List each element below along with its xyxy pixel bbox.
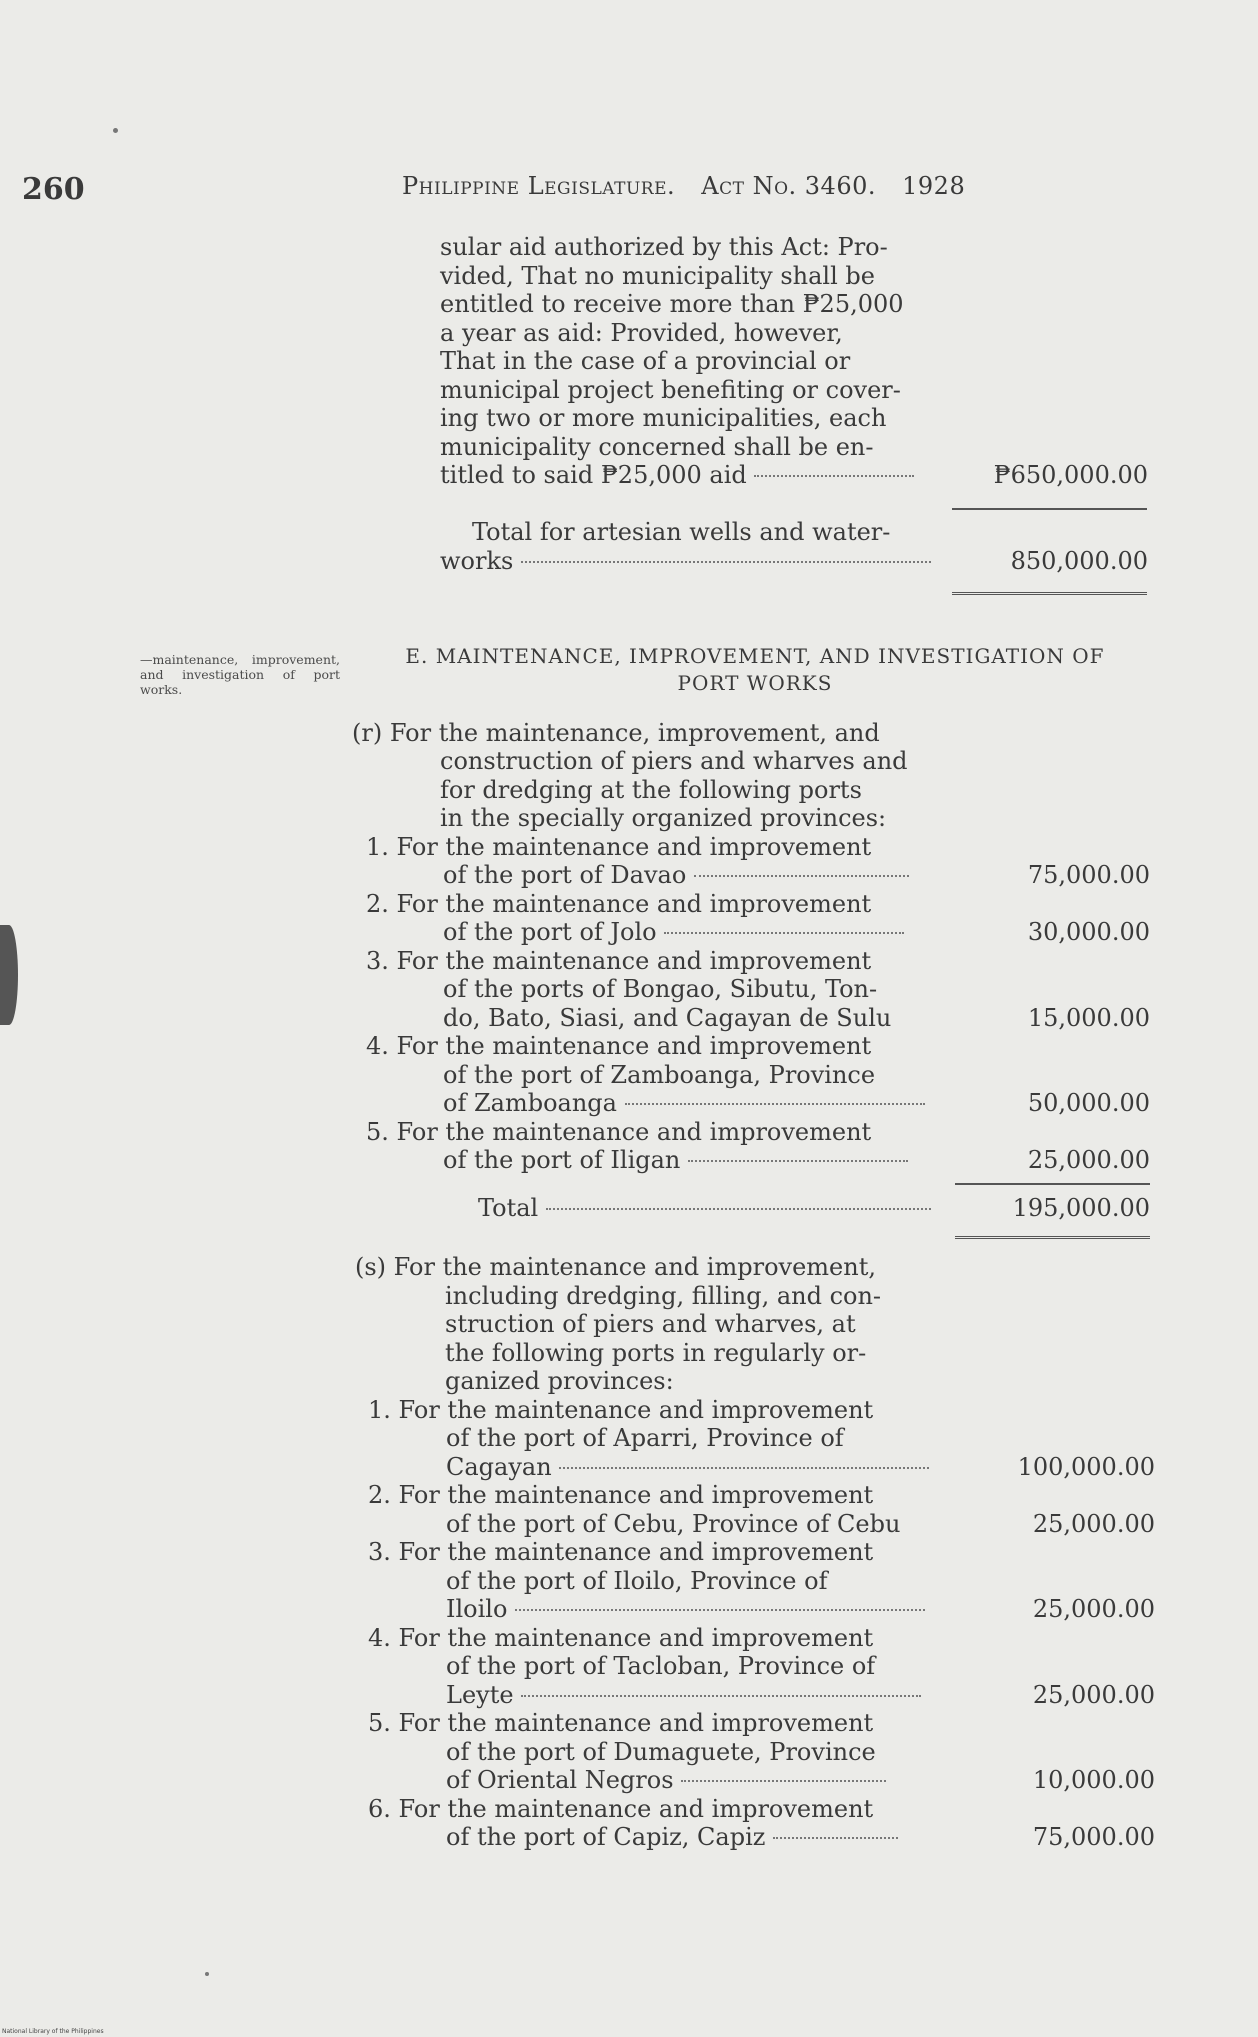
- item-s-line: of the port of Aparri, Province of: [446, 1424, 844, 1452]
- item-s-line: Leyte: [446, 1681, 921, 1710]
- rule: [952, 508, 1147, 510]
- running-head-year: 1928: [902, 172, 966, 200]
- item-r-amount: 50,000.00: [1027, 1089, 1150, 1117]
- intro-line: sular aid authorized by this Act: Pro-: [440, 233, 888, 261]
- item-r-line: 1. For the maintenance and improvement: [366, 833, 872, 861]
- item-s-amount: 25,000.00: [1032, 1681, 1155, 1709]
- double-rule: [952, 592, 1147, 595]
- item-r-line: of the port of Davao: [443, 861, 909, 890]
- item-r-line: construction of piers and wharves and: [440, 747, 908, 775]
- running-head: [402, 172, 983, 200]
- item-r-total-label: Total: [478, 1194, 931, 1223]
- page-number: 260: [22, 172, 85, 207]
- item-s-line: 5. For the maintenance and improvement: [368, 1709, 874, 1737]
- item-r-amount: 25,000.00: [1027, 1146, 1150, 1174]
- intro-line: ing two or more municipalities, each: [440, 404, 887, 432]
- intro-amount: ₱650,000.00: [993, 461, 1148, 489]
- item-s-line: Cagayan: [446, 1453, 929, 1482]
- item-s-line: Iloilo: [446, 1595, 925, 1624]
- item-r-line: (r) For the maintenance, improvement, and: [352, 719, 880, 747]
- intro-line: municipal project benefiting or cover-: [440, 376, 901, 404]
- item-s-line: of the port of Dumaguete, Province: [446, 1738, 876, 1766]
- section-heading: [360, 643, 1150, 697]
- item-r-line: of the ports of Bongao, Sibutu, Ton-: [443, 975, 878, 1003]
- running-head-act: Act No. 3460.: [701, 172, 876, 200]
- item-r-amount: 75,000.00: [1027, 861, 1150, 889]
- item-s-amount: 75,000.00: [1032, 1823, 1155, 1851]
- item-s-line: including dredging, filling, and con-: [445, 1282, 882, 1310]
- item-s-line: of the port of Capiz, Capiz: [446, 1823, 898, 1852]
- item-s-amount: 10,000.00: [1032, 1766, 1155, 1794]
- intro-line: vided, That no municipality shall be: [440, 262, 875, 290]
- scan-speck: [205, 1972, 209, 1976]
- item-r-line: 2. For the maintenance and improvement: [366, 890, 872, 918]
- item-s-line: struction of piers and wharves, at: [445, 1310, 856, 1338]
- item-r-line: for dredging at the following ports: [440, 776, 862, 804]
- item-s-line: of the port of Iloilo, Province of: [446, 1567, 828, 1595]
- item-s-amount: 25,000.00: [1032, 1510, 1155, 1538]
- section-heading-line: PORT WORKS: [677, 671, 833, 695]
- total-artesian-line: Total for artesian wells and water-: [472, 518, 891, 546]
- item-s-line: of the port of Tacloban, Province of: [446, 1652, 876, 1680]
- item-r-line: 4. For the maintenance and improvement: [366, 1032, 872, 1060]
- item-s-amount: 25,000.00: [1032, 1595, 1155, 1623]
- item-r-line: of the port of Jolo: [443, 918, 904, 947]
- item-r-total-amount: 195,000.00: [1012, 1194, 1150, 1222]
- item-s-line: ganized provinces:: [445, 1367, 674, 1395]
- item-r-line: do, Bato, Siasi, and Cagayan de Sulu: [443, 1004, 892, 1032]
- item-r-line: in the specially organized provinces:: [440, 804, 887, 832]
- item-s-line: 4. For the maintenance and improvement: [368, 1624, 874, 1652]
- total-artesian-line: works: [440, 547, 931, 576]
- total-artesian-amount: 850,000.00: [1010, 547, 1148, 575]
- item-s-line: of the port of Cebu, Province of Cebu: [446, 1510, 901, 1538]
- intro-line: a year as aid: Provided, however,: [440, 319, 843, 347]
- item-r-amount: 15,000.00: [1027, 1004, 1150, 1032]
- item-s-line: the following ports in regularly or-: [445, 1339, 867, 1367]
- scan-speck: [113, 128, 118, 133]
- item-r-line: of Zamboanga: [443, 1089, 925, 1118]
- item-r-line: of the port of Iligan: [443, 1146, 908, 1175]
- intro-line: titled to said ₱25,000 aid: [440, 461, 914, 490]
- item-s-line: (s) For the maintenance and improvement,: [355, 1253, 876, 1281]
- footer-note: National Library of the Philippines: [2, 2028, 104, 2035]
- intro-line: municipality concerned shall be en-: [440, 433, 874, 461]
- double-rule: [955, 1236, 1150, 1239]
- item-s-line: 3. For the maintenance and improvement: [368, 1538, 874, 1566]
- item-s-line: of Oriental Negros: [446, 1766, 886, 1795]
- item-r-amount: 30,000.00: [1027, 918, 1150, 946]
- intro-line: That in the case of a provincial or: [440, 347, 851, 375]
- running-head-publication: Philippine Legislature.: [402, 172, 676, 200]
- section-heading-line: E. MAINTENANCE, IMPROVEMENT, AND INVESTIGATION OF: [405, 644, 1105, 668]
- rule: [955, 1183, 1150, 1185]
- item-s-amount: 100,000.00: [1017, 1453, 1155, 1481]
- item-s-line: 6. For the maintenance and improvement: [368, 1795, 874, 1823]
- scan-edge-mark: [0, 925, 18, 1025]
- item-s-line: 2. For the maintenance and improvement: [368, 1481, 874, 1509]
- item-r-line: 3. For the maintenance and improvement: [366, 947, 872, 975]
- margin-note: —maintenance, improvement, and investigation of port works.: [140, 652, 340, 697]
- item-s-line: 1. For the maintenance and improvement: [368, 1396, 874, 1424]
- item-r-line: of the port of Zamboanga, Province: [443, 1061, 876, 1089]
- item-r-line: 5. For the maintenance and improvement: [366, 1118, 872, 1146]
- intro-line: entitled to receive more than ₱25,000: [440, 290, 904, 318]
